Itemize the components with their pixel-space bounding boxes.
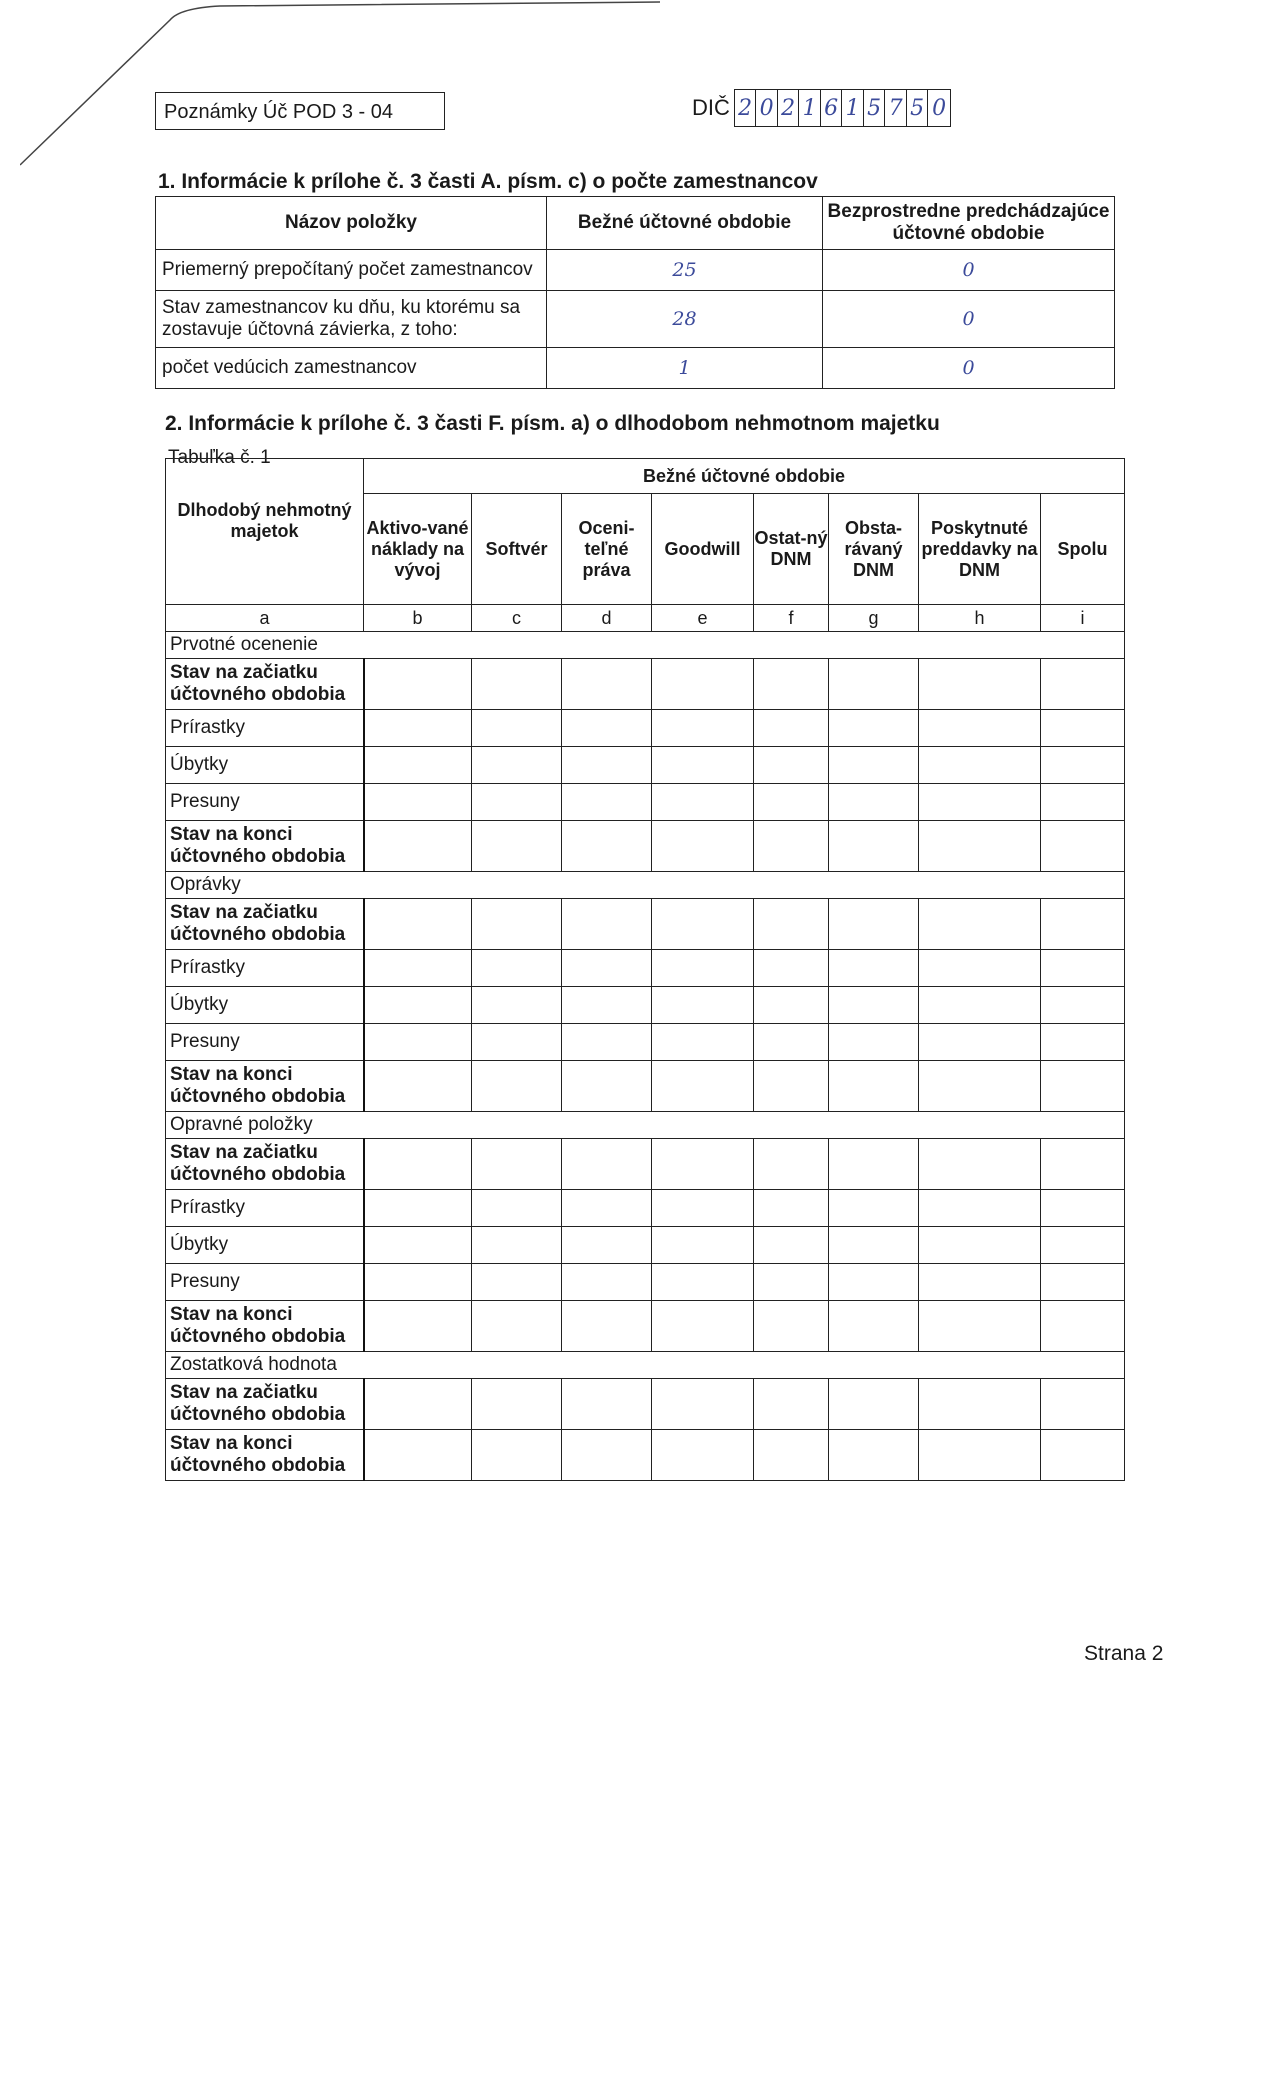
group-row [166, 1352, 1125, 1379]
table-row [166, 1024, 1125, 1061]
value-cell [562, 899, 652, 950]
value-cell [1041, 1430, 1125, 1481]
value-cell [754, 710, 829, 747]
value-cell [472, 1139, 562, 1190]
value-cell [562, 1139, 652, 1190]
value-cell [1041, 659, 1125, 710]
value-cell [754, 1139, 829, 1190]
table-row [166, 747, 1125, 784]
value-cell [472, 659, 562, 710]
value-cell [919, 987, 1041, 1024]
col-letter: e [652, 605, 754, 632]
dic-digit: 6 [821, 90, 843, 126]
value-cell [364, 1061, 472, 1112]
row-label: Stav na konci účtovného obdobia [166, 1301, 364, 1352]
value-cell [472, 1264, 562, 1301]
col-letter: f [754, 605, 829, 632]
form-id-box: Poznámky Úč POD 3 - 04 [155, 92, 445, 130]
row-label: Stav na začiatku účtovného obdobia [166, 1379, 364, 1430]
value-cell [919, 1301, 1041, 1352]
table-label: Tabuľka č. 1 [168, 447, 271, 468]
value-cell [829, 1301, 919, 1352]
row-label: Úbytky [166, 1227, 364, 1264]
value-cell [364, 1301, 472, 1352]
value-cell [652, 821, 754, 872]
dic-digit: 2 [778, 90, 800, 126]
value-cell [562, 1061, 652, 1112]
col-item-name: Názov položky [156, 197, 547, 250]
value-cell [562, 1301, 652, 1352]
group-label: Zostatková hodnota [166, 1352, 1125, 1379]
value-cell [754, 1227, 829, 1264]
value-cell [919, 1024, 1041, 1061]
table-row [166, 1430, 1125, 1481]
row-label: Prírastky [166, 950, 364, 987]
value-cell [562, 659, 652, 710]
row-label: počet vedúcich zamestnancov [156, 348, 547, 389]
value-cell [364, 1190, 472, 1227]
scan-fold-edge [20, 0, 660, 170]
value-cell [364, 1139, 472, 1190]
value-cell [919, 1264, 1041, 1301]
dic-digit-boxes [734, 89, 951, 127]
row-label: Priemerný prepočítaný počet zamestnancov [156, 250, 547, 291]
row-label: Stav zamestnancov ku dňu, ku ktorému sa zostavuje účtovná závierka, z toho: [156, 291, 547, 348]
row-label: Úbytky [166, 987, 364, 1024]
value-cell [919, 1227, 1041, 1264]
group-label: Oprávky [166, 872, 1125, 899]
value-cell [562, 784, 652, 821]
value-cell [364, 1264, 472, 1301]
value-cell [754, 784, 829, 821]
value-cell [364, 1379, 472, 1430]
dic-digit: 0 [932, 95, 947, 121]
value-cell [562, 1024, 652, 1061]
table-row [166, 1139, 1125, 1190]
row-label: Prírastky [166, 710, 364, 747]
value-cell [472, 950, 562, 987]
value-cell [652, 950, 754, 987]
dic-digit: 5 [907, 90, 929, 126]
value-cell [472, 1301, 562, 1352]
value-cell [919, 899, 1041, 950]
value-cell [754, 1024, 829, 1061]
value-cell [652, 1301, 754, 1352]
value-cell [1041, 1024, 1125, 1061]
dic-digit: 7 [885, 90, 907, 126]
table-row [166, 1379, 1125, 1430]
value-cell [829, 784, 919, 821]
value-cell [829, 987, 919, 1024]
value-cell [754, 747, 829, 784]
col-header: Oceni-teľné práva [562, 494, 652, 605]
row-label: Úbytky [166, 747, 364, 784]
value-cell [652, 1430, 754, 1481]
value-cell [919, 659, 1041, 710]
table-row [166, 1190, 1125, 1227]
value-cell [562, 1379, 652, 1430]
value-cell [919, 950, 1041, 987]
col-letter: a [166, 605, 364, 632]
value-cell [562, 710, 652, 747]
value-cell [562, 747, 652, 784]
value-cell [1041, 1061, 1125, 1112]
col-header: Obsta-rávaný DNM [829, 494, 919, 605]
table-row [166, 1264, 1125, 1301]
table-row [166, 1301, 1125, 1352]
value-cell [829, 1430, 919, 1481]
value-cell [364, 710, 472, 747]
table-row [166, 899, 1125, 950]
value-cell [652, 747, 754, 784]
value-cell [472, 1190, 562, 1227]
dic-digit: 5 [864, 90, 886, 126]
first-col-header [166, 459, 364, 605]
table-row [156, 250, 1115, 291]
value-cell [829, 899, 919, 950]
value-cell [562, 1227, 652, 1264]
value-cell [1041, 710, 1125, 747]
current-value: 28 [547, 291, 823, 348]
value-cell [364, 821, 472, 872]
intangible-assets-table [165, 458, 1125, 1481]
value-cell [919, 1139, 1041, 1190]
value-cell [652, 899, 754, 950]
col-letter: h [919, 605, 1041, 632]
value-cell [1041, 1227, 1125, 1264]
value-cell [364, 1227, 472, 1264]
value-cell [754, 987, 829, 1024]
value-cell [562, 950, 652, 987]
value-cell [472, 987, 562, 1024]
value-cell [754, 1301, 829, 1352]
employees-table [155, 196, 1115, 389]
dic-digit: 1 [842, 90, 864, 126]
value-cell [472, 1061, 562, 1112]
table-row [166, 1061, 1125, 1112]
page-number: Strana 2 [1084, 1642, 1164, 1665]
dic-digit: 2 [735, 90, 757, 126]
value-cell [1041, 784, 1125, 821]
value-cell [919, 747, 1041, 784]
col-header: Softvér [472, 494, 562, 605]
group-row [166, 1112, 1125, 1139]
value-cell [562, 1264, 652, 1301]
value-cell [1041, 899, 1125, 950]
row-label: Presuny [166, 1264, 364, 1301]
group-label: Opravné položky [166, 1112, 1125, 1139]
value-cell [919, 821, 1041, 872]
value-cell [652, 1264, 754, 1301]
period-header: Bežné účtovné obdobie [364, 459, 1125, 494]
row-label: Stav na konci účtovného obdobia [166, 821, 364, 872]
col-letter: g [829, 605, 919, 632]
value-cell [829, 1061, 919, 1112]
value-cell [472, 899, 562, 950]
value-cell [652, 1024, 754, 1061]
value-cell [1041, 987, 1125, 1024]
value-cell [652, 1139, 754, 1190]
previous-value: 0 [823, 348, 1115, 389]
previous-value: 0 [823, 291, 1115, 348]
table-row [166, 987, 1125, 1024]
row-label: Stav na konci účtovného obdobia [166, 1061, 364, 1112]
row-label: Stav na začiatku účtovného obdobia [166, 899, 364, 950]
value-cell [652, 784, 754, 821]
value-cell [472, 1227, 562, 1264]
value-cell [919, 1190, 1041, 1227]
value-cell [754, 1430, 829, 1481]
value-cell [652, 987, 754, 1024]
value-cell [1041, 950, 1125, 987]
value-cell [919, 1430, 1041, 1481]
section1-title: 1. Informácie k prílohe č. 3 časti A. písm. c) o počte zamestnancov [158, 170, 818, 193]
value-cell [562, 1430, 652, 1481]
table-row [166, 784, 1125, 821]
row-label: Presuny [166, 784, 364, 821]
col-header: Goodwill [652, 494, 754, 605]
row-label: Presuny [166, 1024, 364, 1061]
value-cell [829, 710, 919, 747]
table-row [166, 659, 1125, 710]
value-cell [754, 1379, 829, 1430]
value-cell [829, 1190, 919, 1227]
col-previous-period: Bezprostredne predchádzajúce účtovné obdobie [823, 197, 1115, 250]
row-label: Stav na konci účtovného obdobia [166, 1430, 364, 1481]
value-cell [829, 1379, 919, 1430]
table-row [166, 821, 1125, 872]
value-cell [652, 1190, 754, 1227]
value-cell [754, 950, 829, 987]
value-cell [652, 659, 754, 710]
value-cell [919, 710, 1041, 747]
dic-digit: 1 [799, 90, 821, 126]
value-cell [1041, 1301, 1125, 1352]
col-current-period: Bežné účtovné obdobie [547, 197, 823, 250]
value-cell [919, 784, 1041, 821]
value-cell [562, 987, 652, 1024]
table-body [166, 632, 1125, 1481]
table-row [156, 348, 1115, 389]
value-cell [754, 1190, 829, 1227]
row-label: Stav na začiatku účtovného obdobia [166, 659, 364, 710]
group-row [166, 872, 1125, 899]
value-cell [829, 1264, 919, 1301]
value-cell [1041, 1190, 1125, 1227]
value-cell [472, 710, 562, 747]
value-cell [364, 899, 472, 950]
col-header: Ostat-ný DNM [754, 494, 829, 605]
value-cell [364, 747, 472, 784]
value-cell [364, 1430, 472, 1481]
row-label: Stav na začiatku účtovného obdobia [166, 1139, 364, 1190]
table-row [156, 291, 1115, 348]
value-cell [472, 821, 562, 872]
value-cell [829, 747, 919, 784]
value-cell [364, 784, 472, 821]
value-cell [919, 1061, 1041, 1112]
value-cell [829, 1024, 919, 1061]
value-cell [652, 1227, 754, 1264]
table-row [166, 710, 1125, 747]
value-cell [829, 821, 919, 872]
value-cell [472, 1430, 562, 1481]
col-letter: b [364, 605, 472, 632]
value-cell [829, 659, 919, 710]
first-col-header-text: Dlhodobý nehmotný majetok [177, 500, 352, 541]
value-cell [364, 1024, 472, 1061]
value-cell [472, 1379, 562, 1430]
row-label: Prírastky [166, 1190, 364, 1227]
value-cell [919, 1379, 1041, 1430]
value-cell [562, 1190, 652, 1227]
value-cell [754, 1264, 829, 1301]
current-value: 1 [547, 348, 823, 389]
dic-digit: 0 [756, 90, 778, 126]
current-value: 25 [547, 250, 823, 291]
table-row [166, 950, 1125, 987]
value-cell [562, 821, 652, 872]
previous-value: 0 [823, 250, 1115, 291]
value-cell [364, 950, 472, 987]
table-row [166, 1227, 1125, 1264]
value-cell [1041, 1379, 1125, 1430]
value-cell [754, 659, 829, 710]
value-cell [364, 987, 472, 1024]
dic-field [692, 88, 951, 128]
value-cell [754, 1061, 829, 1112]
value-cell [1041, 1139, 1125, 1190]
group-label: Prvotné ocenenie [166, 632, 1125, 659]
col-header: Poskytnuté preddavky na DNM [919, 494, 1041, 605]
value-cell [472, 1024, 562, 1061]
section2-title: 2. Informácie k prílohe č. 3 časti F. písm. a) o dlhodobom nehmotnom majetku [165, 412, 940, 435]
value-cell [364, 659, 472, 710]
value-cell [829, 1139, 919, 1190]
col-letter: c [472, 605, 562, 632]
value-cell [829, 950, 919, 987]
value-cell [754, 899, 829, 950]
value-cell [1041, 747, 1125, 784]
value-cell [829, 1227, 919, 1264]
value-cell [652, 1061, 754, 1112]
col-header: Spolu [1041, 494, 1125, 605]
value-cell [472, 747, 562, 784]
value-cell [652, 710, 754, 747]
value-cell [472, 784, 562, 821]
value-cell [754, 821, 829, 872]
col-letter: i [1041, 605, 1125, 632]
value-cell [652, 1379, 754, 1430]
dic-label: DIČ [692, 95, 730, 120]
col-header: Aktivo-vané náklady na vývoj [364, 494, 472, 605]
value-cell [1041, 1264, 1125, 1301]
value-cell [1041, 821, 1125, 872]
group-row [166, 632, 1125, 659]
col-letter: d [562, 605, 652, 632]
